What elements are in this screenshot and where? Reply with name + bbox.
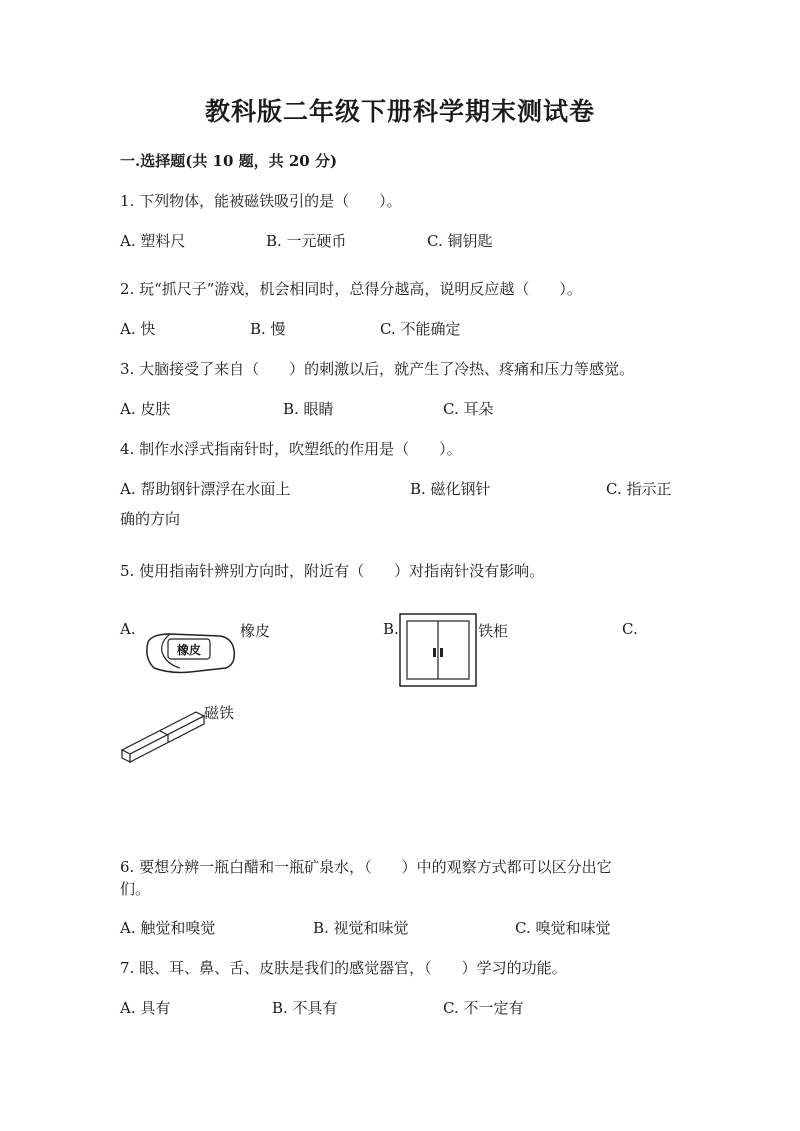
- q5-option-a[interactable]: A.: [120, 620, 136, 638]
- page-title: 教科版二年级下册科学期末测试卷: [204, 97, 595, 126]
- q2-option-a[interactable]: A. 快: [120, 320, 156, 338]
- question-3: 3. 大脑接受了来自（ ）的刺激以后，就产生了冷热、疼痛和压力等感觉。: [120, 360, 635, 378]
- q7-option-b[interactable]: B. 不具有: [272, 999, 338, 1017]
- q6-option-b[interactable]: B. 视觉和味觉: [313, 919, 409, 937]
- q1-option-c[interactable]: C. 铜钥匙: [427, 232, 493, 250]
- q7-option-a[interactable]: A. 具有: [120, 999, 171, 1017]
- question-1: 1. 下列物体，能被磁铁吸引的是（ ）。: [120, 192, 402, 210]
- question-4: 4. 制作水浮式指南针时，吹塑纸的作用是（ ）。: [120, 440, 462, 458]
- eraser-image-text: 橡皮: [176, 643, 202, 657]
- q4-option-a[interactable]: A. 帮助钢针漂浮在水面上: [120, 480, 291, 498]
- section-heading: 一.选择题(共 10 题，共 20 分): [120, 152, 338, 170]
- question-5: 5. 使用指南针辨别方向时，附近有（ ）对指南针没有影响。: [120, 562, 545, 580]
- q2-option-b[interactable]: B. 慢: [250, 320, 286, 338]
- q4-option-b[interactable]: B. 磁化钢针: [410, 480, 491, 498]
- q5-option-c-label: 磁铁: [204, 704, 235, 722]
- iron-cabinet-image: [398, 612, 480, 690]
- q5-option-a-label: 橡皮: [240, 622, 271, 640]
- q5-option-c[interactable]: C.: [622, 620, 638, 638]
- q3-option-c[interactable]: C. 耳朵: [443, 400, 494, 418]
- magnet-image: [118, 702, 208, 766]
- q1-option-b[interactable]: B. 一元硬币: [266, 232, 347, 250]
- q5-option-b-label: 铁柜: [478, 622, 509, 640]
- q3-option-a[interactable]: A. 皮肤: [120, 400, 171, 418]
- q6-option-a[interactable]: A. 触觉和嗅觉: [120, 919, 216, 937]
- eraser-image: [140, 628, 240, 676]
- q7-option-c[interactable]: C. 不一定有: [443, 999, 524, 1017]
- q6-option-c[interactable]: C. 嗅觉和味觉: [515, 919, 611, 937]
- question-6: 6. 要想分辨一瓶白醋和一瓶矿泉水，（ ）中的观察方式都可以区分出它: [120, 858, 612, 876]
- q1-option-a[interactable]: A. 塑料尺: [120, 232, 186, 250]
- q2-option-c[interactable]: C. 不能确定: [380, 320, 461, 338]
- q4-option-c[interactable]: C. 指示正: [606, 480, 672, 498]
- q4-option-c-continued: 确的方向: [120, 510, 181, 528]
- question-2: 2. 玩“抓尺子”游戏，机会相同时，总得分越高，说明反应越（ ）。: [120, 280, 582, 298]
- q5-option-b[interactable]: B.: [383, 620, 399, 638]
- q3-option-b[interactable]: B. 眼睛: [283, 400, 334, 418]
- question-7: 7. 眼、耳、鼻、舌、皮肤是我们的感觉器官，（ ）学习的功能。: [120, 959, 567, 977]
- question-6-continued: 们。: [120, 880, 151, 898]
